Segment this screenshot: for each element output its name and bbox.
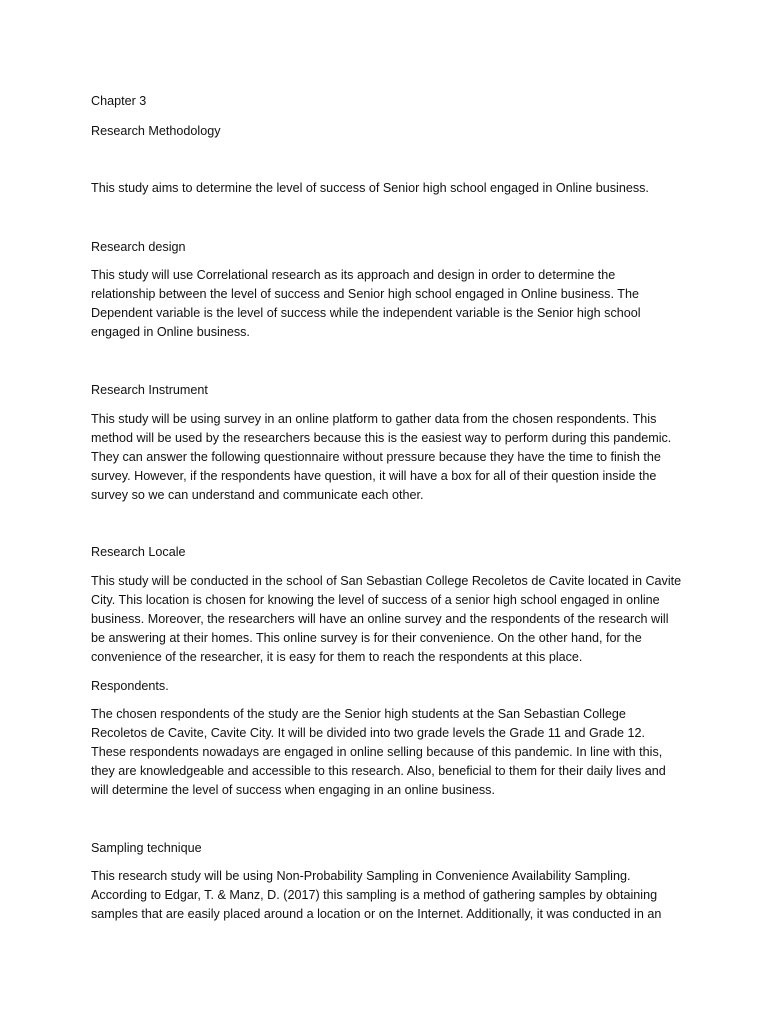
- paragraph-line: they are knowledgeable and accessible to this research. Also, beneficial to them for their daily lives and: [91, 764, 666, 778]
- paragraph-line: Dependent variable is the level of success while the independent variable is the Senior high school: [91, 306, 641, 320]
- paragraph-line: This study will be using survey in an online platform to gather data from the chosen respondents. This: [91, 412, 657, 426]
- paragraph-line: engaged in Online business.: [91, 325, 250, 339]
- research-locale-paragraph: [91, 572, 681, 667]
- paragraph-line: relationship between the level of success and Senior high school engaged in Online business. The: [91, 287, 639, 301]
- paragraph-line: These respondents nowadays are engaged in online selling because of this pandemic. In line with this,: [91, 745, 663, 759]
- page-title: Research Methodology: [91, 124, 221, 138]
- paragraph-line: Recoletos de Cavite, Cavite City. It will be divided into two grade levels the Grade 11 and Grade 12.: [91, 726, 645, 740]
- research-design-paragraph: [91, 266, 681, 342]
- paragraph-line: City. This location is chosen for knowing the level of success of a senior high school engaged in online: [91, 593, 660, 607]
- paragraph-line: method will be used by the researchers because this is the easiest way to perform during this pandemic.: [91, 431, 672, 445]
- paragraph-line: will determine the level of success when engaging in an online business.: [91, 783, 495, 797]
- paragraph-line: The chosen respondents of the study are the Senior high students at the San Sebastian College: [91, 707, 626, 721]
- paragraph-line: They can answer the following questionnaire without pressure because they have the time to finish the: [91, 450, 661, 464]
- paragraph-line: be answering at their homes. This online survey is for their convenience. On the other hand, for the: [91, 631, 642, 645]
- paragraph-line: This study will be conducted in the school of San Sebastian College Recoletos de Cavite located in Cavite: [91, 574, 682, 588]
- sampling-technique-paragraph: [91, 867, 681, 924]
- research-instrument-heading: Research Instrument: [91, 383, 208, 397]
- intro-paragraph: This study aims to determine the level of success of Senior high school engaged in Online business.: [91, 181, 649, 195]
- research-design-heading: Research design: [91, 240, 186, 254]
- sampling-technique-heading: Sampling technique: [91, 841, 202, 855]
- paragraph-line: According to Edgar, T. & Manz, D. (2017) this sampling is a method of gathering samples by obtaining: [91, 888, 658, 902]
- paragraph-line: samples that are easily placed around a location or on the Internet. Additionally, it was conducted in an: [91, 907, 662, 921]
- research-locale-heading: Research Locale: [91, 545, 186, 559]
- paragraph-line: survey. However, if the respondents have question, it will have a box for all of their question inside the: [91, 469, 657, 483]
- research-instrument-paragraph: [91, 410, 681, 505]
- paragraph-line: This research study will be using Non-Probability Sampling in Convenience Availability Sampling.: [91, 869, 631, 883]
- paragraph-line: survey so we can understand and communicate each other.: [91, 488, 424, 502]
- chapter-label: Chapter 3: [91, 94, 147, 108]
- paragraph-line: business. Moreover, the researchers will have an online survey and the respondents of the research will: [91, 612, 669, 626]
- respondents-heading: Respondents.: [91, 679, 169, 693]
- paragraph-line: convenience of the researcher, it is easy for them to reach the respondents at this place.: [91, 650, 583, 664]
- paragraph-line: This study will use Correlational research as its approach and design in order to determine the: [91, 268, 616, 282]
- respondents-paragraph: [91, 705, 681, 800]
